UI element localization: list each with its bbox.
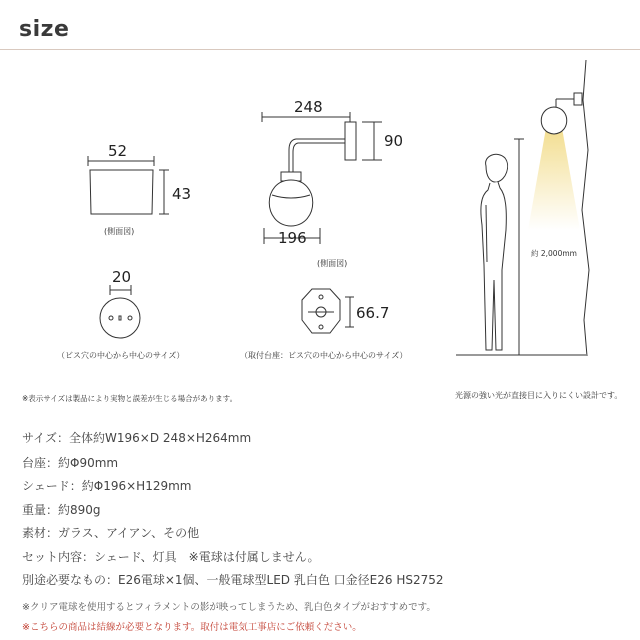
spec-set-contents: セット内容：シェード、灯具 ※電球は付属しません。 [22,550,320,564]
box-caption: (側面図) [104,227,135,236]
spec-material: 素材：ガラス、アイアン、その他 [22,526,200,540]
lamp-side-figure [262,112,382,244]
lamp-caption: (側面図) [317,259,348,268]
plate-height-label: 90 [384,132,404,150]
mount-pitch-label: 66.7 [356,304,390,322]
glass-shade [269,180,313,226]
mount-plate-figure [302,289,354,333]
box-height-label: 43 [172,185,192,203]
scene-caption: 光源の強い光が直接目に入りにくい設計です。 [455,391,623,400]
box-outline [90,170,153,214]
page-title: size [19,17,70,42]
person-body [481,182,506,350]
scene-lamp [541,107,567,134]
scene-height-label: 約 2,000mm [531,249,577,258]
scene-figure [456,60,589,356]
spec-base: 台座：約Φ90mm [22,456,119,470]
wall-plate [345,122,356,160]
box-width-label: 52 [108,142,128,160]
side-box-figure [88,156,169,214]
round-base [100,298,140,338]
spec-weight: 重量：約890g [22,503,101,517]
person-head [486,154,508,182]
shade-width-label: 196 [278,229,307,247]
light-beam [528,128,580,230]
screw-pitch-label: 20 [112,268,132,286]
lamp-width-label: 248 [294,98,323,116]
wall [582,60,589,356]
mount-caption: （取付台座：ビス穴の中心から中心のサイズ） [240,351,408,360]
spec-shade: シェード：約Φ196×H129mm [22,479,192,493]
note-wiring: ※こちらの商品は結線が必要となります。取付は電気工事店にご依頼ください。 [22,622,362,633]
size-disclaimer: ※表示サイズは製品により実物と誤差が生じる場合があります。 [22,394,238,403]
mount-plate [302,289,340,333]
arm [289,139,345,174]
spec-size: サイズ：全体約W196×D 248×H264mm [22,431,252,445]
spec-required-items: 別途必要なもの：E26電球×1個、一般電球型LED 乳白色 口金径E26 HS2752 [22,573,444,587]
screw-base-figure [100,285,140,338]
screw-caption: （ビス穴の中心から中心のサイズ） [57,351,185,360]
note-bulb: ※クリア電球を使用するとフィラメントの影が映ってしまうため、乳白色タイプがおすすめです。 [22,602,436,613]
